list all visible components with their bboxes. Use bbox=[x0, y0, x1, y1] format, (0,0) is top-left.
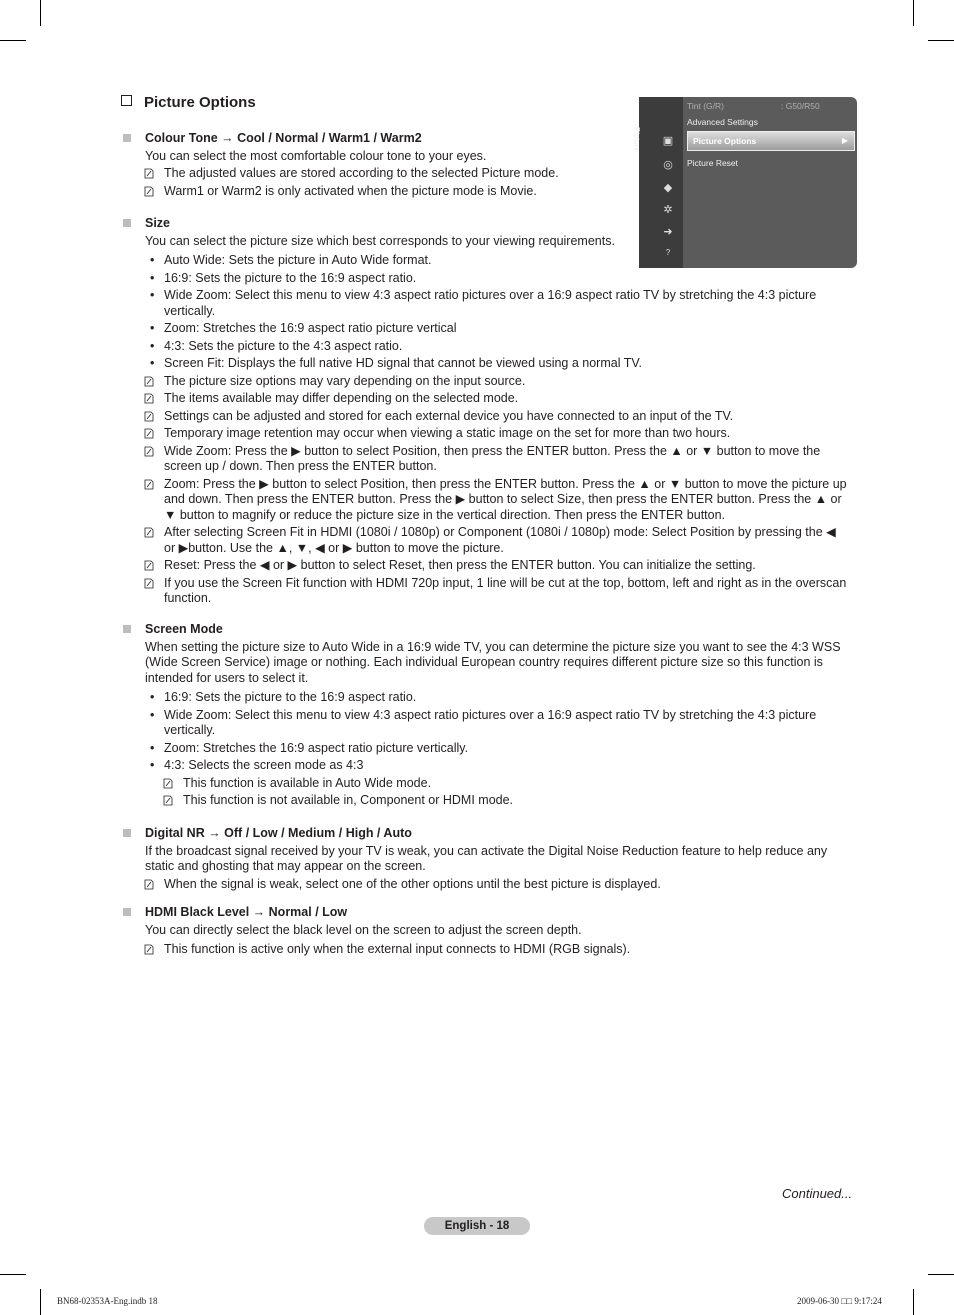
note-icon bbox=[144, 560, 154, 571]
support-icon: ? bbox=[665, 248, 671, 257]
note-icon bbox=[144, 186, 154, 197]
crop-mark bbox=[928, 40, 954, 41]
section-bullet-icon bbox=[123, 219, 131, 227]
section-bullet-icon bbox=[123, 625, 131, 633]
section-colour-tone: Colour Tone → Cool / Normal / Warm1 / Warm2 You can select the most comfortable colour tone to your eyes. The adjusted values are stored according to the selected Picture mode. Warm1 or Warm2 is only activated when the picture mode is Movie. bbox=[123, 131, 848, 199]
note: When the signal is weak, select one of the other options until the best picture is displayed. bbox=[164, 877, 848, 893]
section-title: Picture Options bbox=[121, 94, 256, 111]
note-icon bbox=[144, 879, 154, 890]
section-digital-nr: Digital NR → Off / Low / Medium / High / Auto If the broadcast signal received by your TV is weak, you can activate the Digital Noise Reduction feature to help reduce any static and ghosting that may appear on the screen. When the signal is weak, select one of the other options until the best picture is displayed. bbox=[123, 826, 848, 892]
osd-item-picture-reset[interactable]: Picture Reset bbox=[687, 158, 739, 168]
input-icon: ➜ bbox=[663, 226, 673, 238]
note: Zoom: Press the ▶ button to select Position, then press the ENTER button. Press the ▲ or ▼ button to move the picture up and down. Then press the ENTER button. Press the ▶ button to select Size, then press the ENTER button. Press the ▲ or ▼ button to magnify or reduce the picture size in the vertical direction. Then press the ENTER button. bbox=[164, 477, 848, 524]
footer-timestamp: 2009-06-30 □□ 9:17:24 bbox=[797, 1296, 882, 1306]
note: After selecting Screen Fit in HDMI (1080i / 1080p) or Component (1080i / 1080p) mode: Select Position by pressing the ◀ or ▶button. Use the ▲, ▼, ◀ or ▶ button to move the picture. bbox=[164, 525, 848, 556]
note-icon bbox=[144, 376, 154, 387]
list-item: • Screen Fit: Displays the full native HD signal that cannot be viewed using a normal TV. bbox=[164, 356, 848, 372]
list-item: • Zoom: Stretches the 16:9 aspect ratio picture vertically. bbox=[164, 741, 848, 757]
note: Warm1 or Warm2 is only activated when the picture mode is Movie. bbox=[164, 184, 848, 200]
note-icon bbox=[144, 411, 154, 422]
crop-mark bbox=[913, 1289, 914, 1315]
list-item: • Wide Zoom: Select this menu to view 4:3 aspect ratio pictures over a 16:9 aspect ratio TV by stretching the 4:3 picture vertically. bbox=[164, 288, 848, 319]
note-icon bbox=[144, 168, 154, 179]
section-bullet-icon bbox=[123, 829, 131, 837]
note-icon bbox=[144, 578, 154, 589]
note-icon bbox=[144, 527, 154, 538]
note: The adjusted values are stored according to the selected Picture mode. bbox=[164, 166, 848, 182]
section-size: Size You can select the picture size which best corresponds to your viewing requirements. • Auto Wide: Sets the picture in Auto Wide format. • 16:9: Sets the picture to the 16:9 aspect ratio. • Wide Zoom: Select this menu to view 4:3 aspect ratio pictures over a 16:9 aspect ratio TV by stretching the 4:3 picture vertically. • Zoom: Stretches the 16:9 aspect ratio picture vertical • 4:3: Sets the picture to the 4:3 aspect ratio. • Screen Fit: Displays the full native HD signal that cannot be viewed using a normal TV. The picture size options may vary depending on the input source. The items available may differ depending on the selected mode. Settings can be adjusted and stored for each external device you have connected to an input of the TV. Temporary image retention may occur when viewing a static image on the set for more than two hours. Wide Zoom: Press the ▶ button to select Position, then press the ENTER button. Press the ▲ or ▼ button to move the screen up / down. Then press the ENTER button. Zoom: Press the ▶ button to select Position, then press the ENTER button. Press the ▲ or ▼ button to move the picture up and down. Then press the ENTER button. Press the ▶ button to select Size, then press the ENTER button. Press the ▲ or ▼ button to magnify or reduce the picture size in the vertical direction. Then press the ENTER button. After selecting Screen Fit in HDMI (1080i / 1080p) or Component (1080i / 1080p) mode: Select Position by pressing the ◀ or ▶button. Use the ▲, ▼, ◀ or ▶ button to move the picture. Reset: Press the ◀ or ▶ button to select Reset, then press the ENTER button. You can initialize the setting. If you use the Screen Fit function with HDMI 720p input, 1 line will be cut at the top, bottom, left and right as in the overscan function. bbox=[123, 216, 848, 607]
list-item: • 4:3: Sets the picture to the 4:3 aspect ratio. bbox=[164, 339, 848, 355]
note-icon bbox=[163, 795, 173, 806]
note: Reset: Press the ◀ or ▶ button to select Reset, then press the ENTER button. You can initialize the setting. bbox=[164, 558, 848, 574]
checkbox-icon bbox=[121, 95, 132, 106]
osd-item-advanced-settings[interactable]: Advanced Settings bbox=[687, 117, 758, 127]
osd-item-tint[interactable]: Tint (G/R) : G50/R50 bbox=[687, 101, 820, 111]
list-item: • 16:9: Sets the picture to the 16:9 aspect ratio. bbox=[164, 690, 848, 706]
list-item: • 4:3: Selects the screen mode as 4:3 bbox=[164, 758, 848, 774]
osd-category-label: Picture bbox=[632, 127, 641, 152]
crop-mark bbox=[913, 0, 914, 26]
section-bullet-icon bbox=[123, 134, 131, 142]
crop-mark bbox=[928, 1274, 954, 1275]
section-screen-mode: Screen Mode When setting the picture size to Auto Wide in a 16:9 wide TV, you can determine the picture size you want to see the 4:3 WSS (Wide Screen Service) image or nothing. Each individual European country requires different picture size so this function is intended for users to select it. • 16:9: Sets the picture to the 16:9 aspect ratio. • Wide Zoom: Select this menu to view 4:3 aspect ratio pictures over a 16:9 aspect ratio TV by stretching the 4:3 picture vertically. • Zoom: Stretches the 16:9 aspect ratio picture vertically. • 4:3: Selects the screen mode as 4:3 This function is available in Auto Wide mode. This function is not available in, Component or HDMI mode. bbox=[123, 622, 848, 809]
picture-icon: ▣ bbox=[662, 135, 674, 147]
crop-mark bbox=[40, 1289, 41, 1315]
section-hdmi-black-level: HDMI Black Level → Normal / Low You can directly select the black level on the screen to adjust the screen depth. This function is active only when the external input connects to HDMI (RGB signals). bbox=[123, 905, 848, 958]
section-bullet-icon bbox=[123, 908, 131, 916]
note: Settings can be adjusted and stored for each external device you have connected to an input of the TV. bbox=[164, 409, 848, 425]
note: If you use the Screen Fit function with HDMI 720p input, 1 line will be cut at the top, bottom, left and right as in the overscan function. bbox=[164, 576, 848, 607]
note-icon bbox=[163, 778, 173, 789]
crop-mark bbox=[40, 0, 41, 26]
channel-icon: ◆ bbox=[663, 182, 673, 194]
note: This function is not available in, Component or HDMI mode. bbox=[183, 793, 848, 809]
note-icon bbox=[144, 446, 154, 457]
sound-icon: ◎ bbox=[663, 159, 673, 171]
setup-icon: ✲ bbox=[663, 204, 673, 216]
note-icon bbox=[144, 944, 154, 955]
list-item: • Zoom: Stretches the 16:9 aspect ratio picture vertical bbox=[164, 321, 848, 337]
page-number: English - 18 bbox=[424, 1217, 530, 1235]
note: This function is active only when the external input connects to HDMI (RGB signals). bbox=[164, 942, 848, 958]
note: Temporary image retention may occur when viewing a static image on the set for more than two hours. bbox=[164, 426, 848, 442]
list-item: • Wide Zoom: Select this menu to view 4:3 aspect ratio pictures over a 16:9 aspect ratio TV by stretching the 4:3 picture vertically. bbox=[164, 708, 848, 739]
note: The items available may differ depending on the selected mode. bbox=[164, 391, 848, 407]
note-icon bbox=[144, 393, 154, 404]
note-icon bbox=[144, 479, 154, 490]
crop-mark bbox=[0, 1274, 26, 1275]
list-item: • 16:9: Sets the picture to the 16:9 aspect ratio. bbox=[164, 271, 848, 287]
note: This function is available in Auto Wide mode. bbox=[183, 776, 848, 792]
continued-label: Continued... bbox=[782, 1186, 853, 1201]
arrow-right-icon: ▶ bbox=[841, 136, 848, 145]
note: The picture size options may vary depending on the input source. bbox=[164, 374, 848, 390]
footer-file: BN68-02353A-Eng.indb 18 bbox=[57, 1296, 158, 1306]
crop-mark bbox=[0, 40, 26, 41]
note: Wide Zoom: Press the ▶ button to select Position, then press the ENTER button. Press the ▲ or ▼ button to move the screen up / down. Then press the ENTER button. bbox=[164, 444, 848, 475]
osd-item-picture-options[interactable]: Picture Options ▶ bbox=[687, 131, 855, 151]
list-item: • Auto Wide: Sets the picture in Auto Wide format. bbox=[164, 253, 848, 269]
note-icon bbox=[144, 428, 154, 439]
